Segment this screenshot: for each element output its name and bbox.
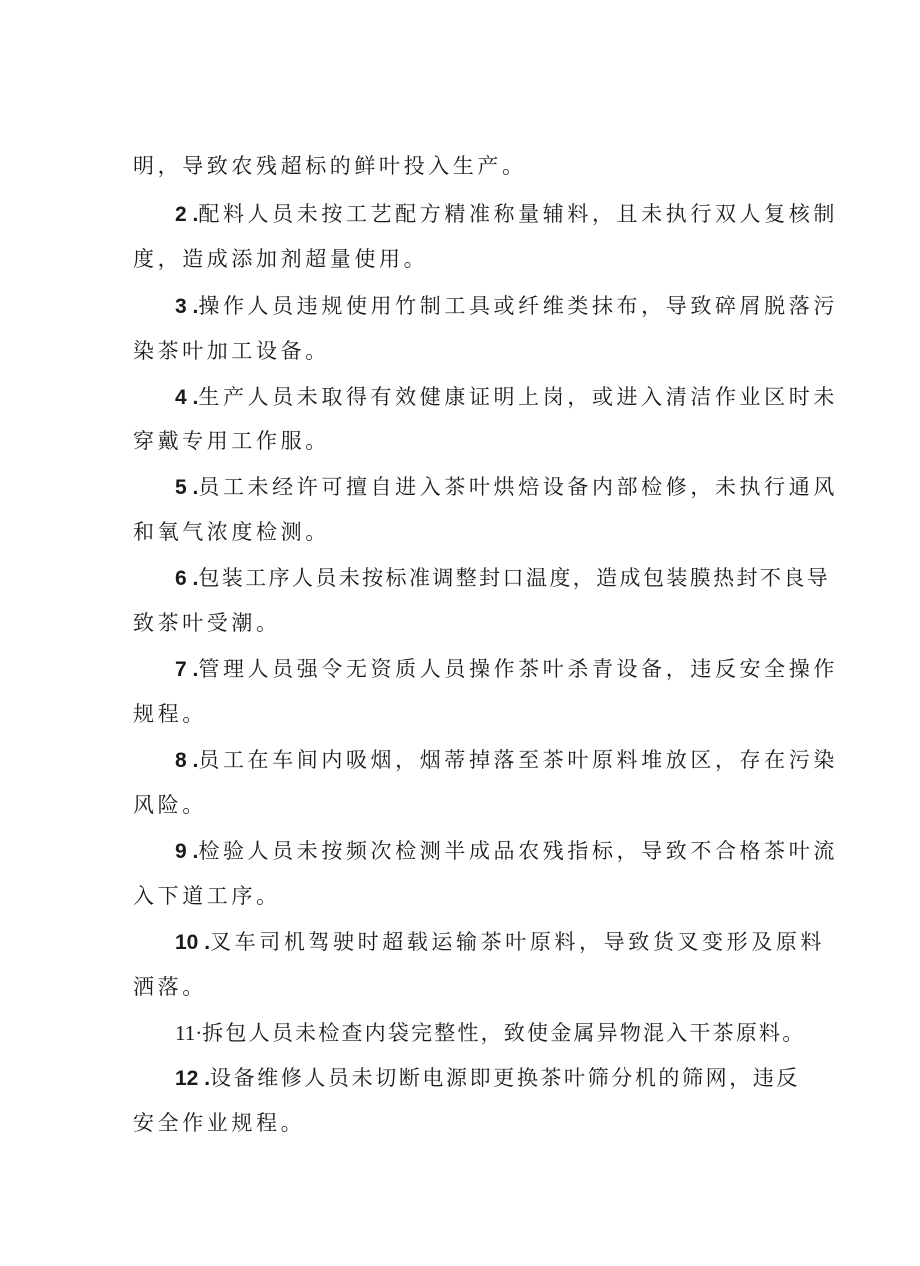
list-separator: . [186, 840, 199, 863]
list-item-9-line-1 [175, 836, 838, 867]
list-item-text: 管理人员强令无资质人员操作茶叶杀青设备，违反安全操作 [198, 657, 838, 681]
list-item-6-line-2: 致茶叶受潮。 [133, 611, 281, 635]
list-number: 12 [175, 1067, 199, 1090]
list-item-text: 生产人员未取得有效健康证明上岗，或进入清洁作业区时未 [198, 385, 838, 409]
list-item-8-line-2: 风险。 [133, 793, 207, 817]
list-item-10-line-1 [175, 927, 825, 958]
list-item-6-line-1 [175, 563, 830, 594]
list-item-text: 配料人员未按工艺配方精准称量辅料，且未执行双人复核制 [198, 202, 838, 226]
list-separator: . [186, 295, 199, 318]
list-separator: . [198, 1067, 211, 1090]
list-item-5-line-1 [175, 472, 838, 503]
list-number: 4 [175, 386, 187, 409]
list-item-8-line-1 [175, 745, 838, 776]
list-separator: . [186, 749, 199, 772]
list-item-text: 设备维修人员未切断电源即更换茶叶筛分机的筛网，违反 [210, 1066, 801, 1090]
list-separator: . [186, 203, 199, 226]
list-separator: . [186, 567, 199, 590]
list-number: 10 [175, 931, 199, 954]
list-item-3-line-1 [175, 291, 838, 322]
list-item-text: 检验人员未按频次检测半成品农残指标，导致不合格茶叶流 [198, 839, 838, 863]
list-number: 5 [175, 476, 187, 499]
list-item-9-line-2: 入下道工序。 [133, 884, 281, 908]
list-item-text: 员工未经许可擅自进入茶叶烘焙设备内部检修，未执行通风 [198, 475, 838, 499]
list-number: 9 [175, 840, 187, 863]
list-item-4-line-1 [175, 382, 838, 413]
list-item-12-line-1 [175, 1063, 800, 1094]
list-item-11-line-1 [175, 1018, 805, 1048]
list-item-text: 拆包人员未检查内袋完整性，致使金属异物混入干茶原料。 [202, 1021, 806, 1045]
list-item-2-line-1 [175, 199, 838, 230]
list-item-3-line-2: 染茶叶加工设备。 [133, 339, 330, 363]
list-item-12-line-2: 安全作业规程。 [133, 1111, 306, 1135]
list-number: 6 [175, 567, 187, 590]
list-number: 7 [175, 658, 187, 681]
list-number: 3 [175, 295, 187, 318]
list-item-text: 操作人员违规使用竹制工具或纤维类抹布，导致碎屑脱落污 [198, 294, 838, 318]
paragraph-continuation: 明，导致农残超标的鲜叶投入生产。 [133, 154, 527, 178]
list-number: 8 [175, 749, 187, 772]
list-separator: . [198, 931, 211, 954]
list-item-5-line-2: 和氧气浓度检测。 [133, 520, 330, 544]
list-separator: · [195, 1021, 203, 1045]
list-separator: . [186, 476, 199, 499]
list-item-2-line-2: 度，造成添加剂超量使用。 [133, 247, 429, 271]
list-item-4-line-2: 穿戴专用工作服。 [133, 429, 330, 453]
list-item-text: 员工在车间内吸烟，烟蒂掉落至茶叶原料堆放区，存在污染 [198, 748, 838, 772]
list-separator: . [186, 658, 199, 681]
list-item-7-line-1 [175, 654, 838, 685]
list-separator: . [186, 386, 199, 409]
list-number: 11 [175, 1021, 196, 1045]
list-item-10-line-2: 洒落。 [133, 975, 207, 999]
list-number: 2 [175, 203, 187, 226]
list-item-text: 包装工序人员未按标准调整封口温度，造成包装膜热封不良导 [198, 566, 831, 590]
list-item-text: 叉车司机驾驶时超载运输茶叶原料，导致货叉变形及原料 [210, 930, 826, 954]
list-item-7-line-2: 规程。 [133, 702, 207, 726]
